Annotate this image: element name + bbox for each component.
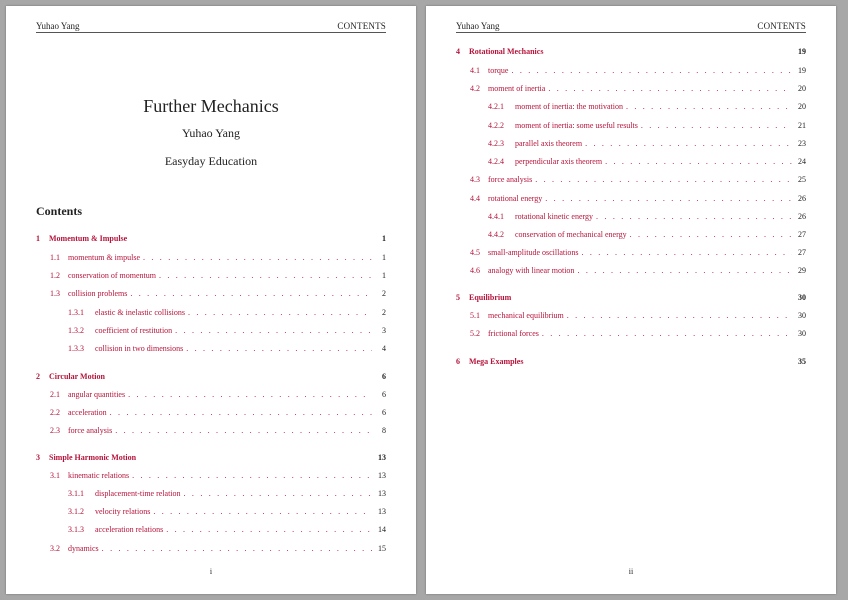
toc-section-entry[interactable]	[36, 407, 386, 419]
toc-chapter-entry[interactable]	[456, 292, 806, 304]
toc-entry-number: 5	[456, 293, 460, 302]
toc-dot-leader	[128, 389, 372, 401]
page-number: i	[209, 567, 213, 576]
toc-entry-number: 5.2	[470, 329, 480, 338]
toc-dot-leader	[188, 307, 372, 319]
toc-entry-number: 1.1	[50, 253, 60, 262]
toc-entry-page: 27	[798, 230, 806, 239]
toc-dot-leader	[159, 270, 372, 282]
toc-entry-page: 6	[382, 408, 386, 417]
toc-entry-number: 3	[36, 453, 40, 462]
toc-entry-page: 4	[382, 344, 386, 353]
toc-entry-page: 14	[378, 525, 386, 534]
toc-section-entry[interactable]	[456, 265, 806, 277]
toc-dot-leader	[535, 174, 792, 186]
toc-entry-number: 1	[36, 234, 40, 243]
toc-subsection-entry[interactable]	[456, 156, 806, 168]
toc-subsection-entry[interactable]	[456, 138, 806, 150]
toc-entry-page: 13	[378, 507, 386, 516]
toc-section-entry[interactable]	[36, 389, 386, 401]
toc-entry-number: 3.2	[50, 544, 60, 553]
toc-entry-title[interactable]: moment of inertia: some useful results	[515, 121, 638, 130]
toc-entry-title[interactable]: momentum & impulse	[68, 253, 140, 262]
toc-entry-page: 25	[798, 175, 806, 184]
document-page-2	[426, 6, 836, 594]
toc-section-entry[interactable]	[456, 193, 806, 205]
toc-entry-title[interactable]: velocity relations	[95, 507, 151, 516]
toc-entry-number: 4	[456, 47, 460, 56]
toc-subsection-entry[interactable]	[36, 524, 386, 536]
toc-entry-title[interactable]: moment of inertia	[488, 84, 546, 93]
toc-entry-page: 1	[382, 234, 386, 243]
toc-entry-number: 1.3.3	[68, 344, 84, 353]
toc-entry-title[interactable]: mechanical equilibrium	[488, 311, 564, 320]
toc-entry-page: 26	[798, 212, 806, 221]
toc-dot-leader	[545, 193, 792, 205]
toc-subsection-entry[interactable]	[36, 343, 386, 355]
toc-entry-number: 2.3	[50, 426, 60, 435]
toc-chapter-entry[interactable]	[36, 371, 386, 383]
document-author: Yuhao Yang	[181, 126, 240, 140]
toc-subsection-entry[interactable]	[456, 101, 806, 113]
toc-entry-page: 20	[798, 84, 806, 93]
toc-section-entry[interactable]	[36, 288, 386, 300]
toc-entry-number: 4.4.2	[488, 230, 504, 239]
toc-entry-title[interactable]: small-amplitude oscillations	[488, 248, 579, 257]
toc-entry-number: 4.4.1	[488, 212, 504, 221]
toc-section-entry[interactable]	[36, 470, 386, 482]
toc-dot-leader	[166, 524, 372, 536]
toc-section-entry[interactable]	[456, 65, 806, 77]
toc-entry-number: 4.1	[470, 66, 480, 75]
toc-entry-number: 2.2	[50, 408, 60, 417]
toc-entry-title[interactable]: Mega Examples	[469, 357, 524, 366]
toc-entry-number: 3.1.2	[68, 507, 84, 516]
toc-entry-number: 4.3	[470, 175, 480, 184]
toc-section-entry[interactable]	[36, 252, 386, 264]
running-head-author: Yuhao Yang	[36, 21, 80, 31]
toc-section-entry[interactable]	[36, 425, 386, 437]
toc-entry-number: 4.4	[470, 194, 480, 203]
document-organization: Easyday Education	[164, 154, 258, 168]
toc-dot-leader	[132, 470, 372, 482]
toc-entry-number: 6	[456, 357, 460, 366]
toc-dot-leader	[186, 343, 372, 355]
toc-entry-page: 6	[382, 372, 386, 381]
toc-entry-page: 30	[798, 329, 806, 338]
toc-entry-number: 4.2	[470, 84, 480, 93]
toc-entry-title[interactable]: perpendicular axis theorem	[515, 157, 603, 166]
toc-entry-number: 1.3	[50, 289, 60, 298]
toc-entry-title[interactable]: dynamics	[68, 544, 99, 553]
toc-subsection-entry[interactable]	[36, 307, 386, 319]
toc-entry-page: 8	[382, 426, 386, 435]
toc-entry-page: 30	[798, 293, 806, 302]
toc-entry-title[interactable]: acceleration relations	[95, 525, 164, 534]
toc-entry-page: 1	[382, 271, 386, 280]
toc-entry-page: 26	[798, 194, 806, 203]
toc-section-entry[interactable]	[456, 310, 806, 322]
toc-entry-number: 2.1	[50, 390, 60, 399]
toc-entry-title[interactable]: Momentum & Impulse	[49, 234, 128, 243]
toc-dot-leader	[143, 252, 372, 264]
toc-subsection-entry[interactable]	[36, 506, 386, 518]
toc-dot-leader	[605, 156, 792, 168]
toc-entry-page: 27	[798, 248, 806, 257]
toc-entry-number: 4.2.4	[488, 157, 504, 166]
toc-entry-page: 3	[382, 326, 386, 335]
toc-entry-title[interactable]: force analysis	[488, 175, 533, 184]
toc-entry-title[interactable]: collision in two dimensions	[95, 344, 184, 353]
toc-entry-number: 2	[36, 372, 40, 381]
toc-entry-title[interactable]: parallel axis theorem	[515, 139, 583, 148]
toc-entry-page: 2	[382, 289, 386, 298]
toc-entry-title[interactable]: displacement-time relation	[95, 489, 181, 498]
toc-chapter-entry[interactable]	[36, 452, 386, 464]
toc-section-entry[interactable]	[456, 328, 806, 340]
toc-entry-page: 21	[798, 121, 806, 130]
toc-subsection-entry[interactable]	[36, 325, 386, 337]
toc-entry-page: 15	[378, 544, 386, 553]
page-number: ii	[628, 567, 634, 576]
toc-entry-page: 6	[382, 390, 386, 399]
toc-entry-page: 13	[378, 471, 386, 480]
toc-entry-title[interactable]: Equilibrium	[469, 293, 512, 302]
toc-entry-number: 4.5	[470, 248, 480, 257]
toc-entry-number: 4.2.2	[488, 121, 504, 130]
toc-entry-page: 13	[378, 489, 386, 498]
table-of-contents	[456, 6, 806, 566]
toc-dot-leader	[641, 120, 792, 132]
toc-entry-number: 3.1.3	[68, 525, 84, 534]
toc-chapter-entry[interactable]	[456, 46, 806, 58]
contents-heading: Contents	[36, 204, 83, 218]
toc-entry-title[interactable]: rotational kinetic energy	[515, 212, 594, 221]
toc-entry-title[interactable]: Rotational Mechanics	[469, 47, 544, 56]
toc-entry-title[interactable]: collision problems	[68, 289, 128, 298]
toc-entry-title[interactable]: torque	[488, 66, 509, 75]
toc-entry-title[interactable]: moment of inertia: the motivation	[515, 102, 623, 111]
toc-entry-number: 5.1	[470, 311, 480, 320]
toc-dot-leader	[110, 407, 372, 419]
toc-entry-page: 1	[382, 253, 386, 262]
toc-entry-number: 4.6	[470, 266, 480, 275]
toc-entry-title[interactable]: elastic & inelastic collisions	[95, 308, 185, 317]
toc-dot-leader	[581, 247, 792, 259]
toc-entry-title[interactable]: coefficient of restitution	[95, 326, 173, 335]
toc-dot-leader	[630, 229, 792, 241]
toc-entry-page: 30	[798, 311, 806, 320]
toc-dot-leader	[567, 310, 792, 322]
toc-entry-page: 19	[798, 66, 806, 75]
toc-section-entry[interactable]	[36, 270, 386, 282]
toc-entry-title[interactable]: angular quantities	[68, 390, 126, 399]
toc-entry-title[interactable]: acceleration	[68, 408, 107, 417]
toc-section-entry[interactable]	[456, 83, 806, 95]
toc-entry-number: 4.2.1	[488, 102, 504, 111]
toc-section-entry[interactable]	[456, 174, 806, 186]
toc-entry-title[interactable]: analogy with linear motion	[488, 266, 575, 275]
toc-entry-page: 19	[798, 47, 806, 56]
toc-dot-leader	[626, 101, 792, 113]
toc-entry-page: 29	[798, 266, 806, 275]
toc-entry-title[interactable]: conservation of momentum	[68, 271, 156, 280]
toc-dot-leader	[542, 328, 792, 340]
toc-dot-leader	[184, 488, 372, 500]
document-title: Further Mechanics	[143, 96, 279, 116]
toc-entry-title[interactable]: Circular Motion	[49, 372, 105, 381]
toc-entry-title[interactable]: Simple Harmonic Motion	[49, 453, 137, 462]
toc-entry-page: 23	[798, 139, 806, 148]
running-head-section: CONTENTS	[337, 21, 386, 31]
toc-dot-leader	[585, 138, 792, 150]
toc-entry-page: 2	[382, 308, 386, 317]
toc-dot-leader	[577, 265, 792, 277]
toc-entry-title[interactable]: kinematic relations	[68, 471, 130, 480]
toc-entry-page: 24	[798, 157, 806, 166]
toc-section-entry[interactable]	[456, 247, 806, 259]
toc-entry-title[interactable]: force analysis	[68, 426, 113, 435]
toc-entry-number: 1.3.2	[68, 326, 84, 335]
toc-subsection-entry[interactable]	[36, 488, 386, 500]
toc-dot-leader	[130, 288, 372, 300]
toc-dot-leader	[102, 543, 372, 555]
toc-section-entry[interactable]	[36, 543, 386, 555]
toc-entry-title[interactable]: conservation of mechanical energy	[515, 230, 627, 239]
toc-dot-leader	[596, 211, 792, 223]
toc-dot-leader	[548, 83, 792, 95]
toc-dot-leader	[115, 425, 372, 437]
toc-entry-page: 35	[798, 357, 806, 366]
toc-subsection-entry[interactable]	[456, 120, 806, 132]
toc-dot-leader	[153, 506, 372, 518]
toc-chapter-entry[interactable]	[36, 233, 386, 245]
toc-entry-title[interactable]: rotational energy	[488, 194, 543, 203]
toc-entry-page: 13	[378, 453, 386, 462]
toc-subsection-entry[interactable]	[456, 229, 806, 241]
toc-entry-number: 4.2.3	[488, 139, 504, 148]
toc-entry-title[interactable]: frictional forces	[488, 329, 539, 338]
toc-entry-page: 20	[798, 102, 806, 111]
toc-entry-number: 3.1.1	[68, 489, 84, 498]
toc-entry-number: 1.3.1	[68, 308, 84, 317]
document-page-1	[6, 6, 416, 594]
table-of-contents	[36, 6, 386, 566]
toc-entry-number: 3.1	[50, 471, 60, 480]
running-head-author: Yuhao Yang	[456, 21, 500, 31]
toc-entry-number: 1.2	[50, 271, 60, 280]
running-head-section: CONTENTS	[757, 21, 806, 31]
toc-dot-leader	[511, 65, 792, 77]
toc-dot-leader	[175, 325, 372, 337]
toc-chapter-entry[interactable]	[456, 356, 806, 368]
toc-subsection-entry[interactable]	[456, 211, 806, 223]
